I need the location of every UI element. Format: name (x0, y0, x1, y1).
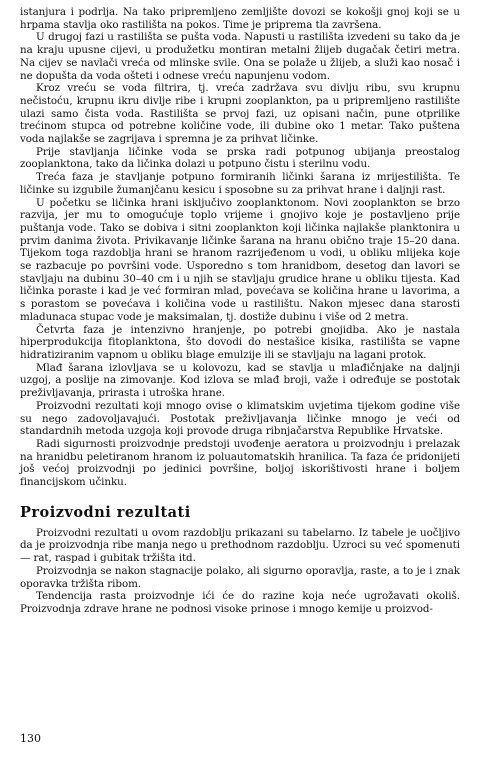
paragraph: Proizvodni rezultati u ovom razdoblju prikazani su tabelarno. Iz tabele je uočljivo da je proizvodnja ribe manja nego u prethodnom razdoblju. Uzroci su već spomenuti — rat, raspad i gubitak tržišta itd. (20, 526, 460, 565)
paragraph: Mlađ šarana izlovljava se u kolovozu, kad se stavlja u mlađičnjake na daljnji uzgoj, a poslije na zimovanje. Kod izlova se mlađ broji, važe i određuje se postotak preživljavanja, prirasta i utroška hrane. (20, 361, 460, 400)
paragraph: Proizvodnja se nakon stagnacije polako, ali sigurno oporavlja, raste, a to je i znak oporavka tržišta ribom. (20, 564, 460, 590)
paragraph: U početku se ličinka hrani isključivo zooplanktonom. Novi zooplankton se brzo razvija, jer mu to omogućuje toplo vrijeme i gnojivo koje je postavljeno prije puštanja vode. Tako se dobiva i sitni zooplankton koji ličinka najlakše planktonira u prvim danima života. Privikavanje ličinke šarana na hranu obično traje 15–20 dana. Tijekom toga razdoblja hrani se hranom razrijeđenom u vodi, u obliku mlijeka koje se razbacuje po površini vode. Usporedno s tom hranidbom, desetog dan lavori se stavljaju na dubinu 30–40 cm i u njih se stavljaju grudice hrane u obliku tijesta. Kad ličinka poraste i kad je već formiran mlad, povećava se količina hrane u lavorima, a s porastom se povećava i količina vode u rastilištu. Nakon mjesec dana starosti mladunaca stupac vode je maksimalan, tj. dostiže dubinu i više od 2 metra. (20, 196, 460, 323)
paragraph: Četvrta faza je intenzivno hranjenje, po potrebi gnojidba. Ako je nastala hiperprodukcija fitoplanktona, što dovodi do nestašice kisika, rastilišta se vapne hidratiziranim vapnom u obliku blage emulzije ili se stavljaju na lagani protok. (20, 323, 460, 361)
paragraph: Kroz vreću se voda filtrira, tj. vreća zadržava svu divlju ribu, svu krupnu nečistoću, krupnu ikru divlje ribe i krupni zooplankton, pa u pripremljeno rastilište ulazi samo čista voda. Rastilišta se prvoj fazi, uz opisani način, pune otprilike trećinom stupca od potrebne količine vode, ili dubine oko 1 metar. Tako puštena voda najlakše se zagrijava i spremna je za prihvat ličinke. (20, 82, 460, 146)
paragraph: istanjura i podrlja. Na tako pripremljeno zemljište dovozi se kokošji gnoj koji se u hrpama stavlja oko rastilišta na pokos. Time je priprema tla završena. (20, 6, 460, 31)
paragraph: U drugoj fazi u rastilišta se pušta voda. Napusti u rastilišta izvedeni su tako da je na kraju upusne cijevi, u produžetku montiran metalni žlijeb dugačak četiri metra. Na cijev se navlači vreća od mlinske svile. Ona se polaže u žlijeb, a služi kao nosač i ne dopušta da voda ošteti i odnese vreću napunjenu vodom. (20, 31, 460, 82)
paragraph: Tendencija rasta proizvodnje ići će do razine koja neće ugrožavati okoliš. Proizvodnja zdrave hrane ne podnosi visoke prinose i mnogo kemije u proizvod- (20, 590, 460, 615)
paragraph: Treća faza je stavljanje potpuno formiranih ličinki šarana iz mrijestilišta. Te ličinke su izgubile žumanjčanu kesicu i sposobne su za prihvat hrane i daljnji rast. (20, 171, 460, 196)
paragraph: Proizvodni rezultati koji mnogo ovise o klimatskim uvjetima tijekom godine više su nego zadovoljavajući. Postotak preživljavanja ličinke mnogo je veći od standardnih metoda uzgoja koji provode druga ribnjačarstva Republike Hrvatske. (20, 399, 460, 438)
page-number: 130 (20, 732, 41, 745)
section-heading: Proizvodni rezultati (20, 503, 191, 521)
body-text-before (20, 6, 460, 489)
paragraph: Prije stavljanja ličinke voda se prska radi potpunog ubijanja preostalog zooplanktona, tako da ličinka dolazi u potpuno čistu i sterilnu vodu. (20, 145, 460, 171)
body-text-after (20, 527, 460, 616)
paragraph: Radi sigurnosti proizvodnje predstoji uvođenje aeratora u proizvodnju i prelazak na hranidbu peletiranom hranom iz poluautomatskih hranilica. Ta faza će pridonijeti još većoj proizvodnji po jedinici površine, boljoj iskorištivosti hrane i boljem financijskom učinku. (20, 437, 460, 489)
